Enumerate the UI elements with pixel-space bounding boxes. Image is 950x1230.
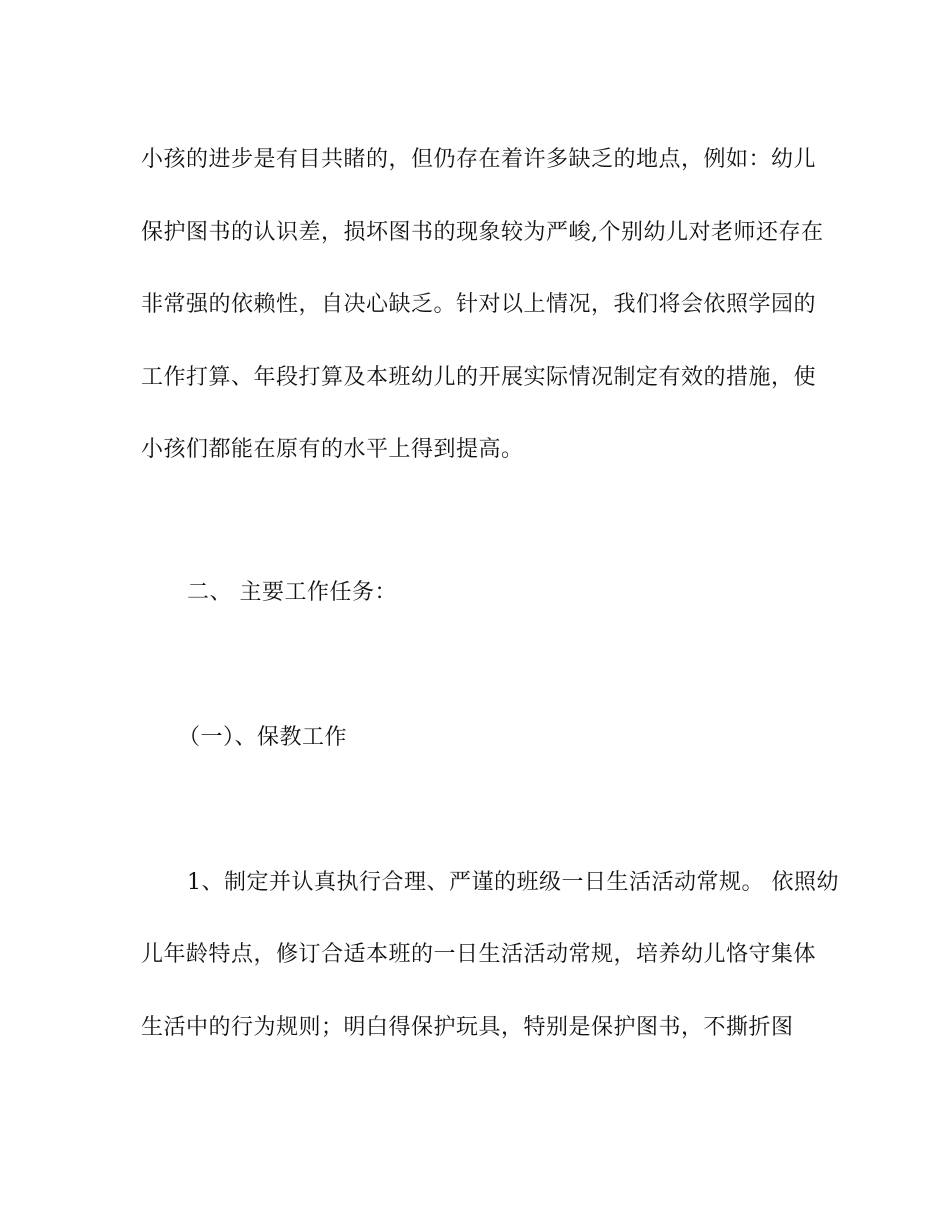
paragraph-1-line-2: 保护图书的认识差，损坏图书的现象较为严峻,个别幼儿对老师还存在 — [141, 220, 824, 245]
subsection-heading: （一）、保教工作 — [178, 725, 348, 750]
section-heading: 二、 主要工作任务： — [187, 580, 397, 605]
paragraph-1-line-4: 工作打算、年段打算及本班幼儿的开展实际情况制定有效的措施，使 — [141, 365, 817, 390]
paragraph-1-line-5: 小孩们都能在原有的水平上得到提高。 — [141, 437, 524, 462]
paragraph-2-line-2: 儿年龄特点，修订合适本班的一日生活活动常规，培养幼儿恪守集体 — [141, 942, 817, 967]
paragraph-2-line-3: 生活中的行为规则；明白得保护玩具，特别是保护图书，不撕折图 — [141, 1015, 794, 1040]
paragraph-1-line-3: 非常强的依赖性，自决心缺乏。针对以上情况，我们将会依照学园的 — [141, 292, 817, 317]
paragraph-1-line-1: 小孩的进步是有目共睹的，但仍存在着许多缺乏的地点，例如：幼儿 — [141, 147, 817, 172]
paragraph-2-line-1: 1、制定并认真执行合理、严谨的班级一日生活活动常规。 依照幼 — [187, 870, 839, 895]
